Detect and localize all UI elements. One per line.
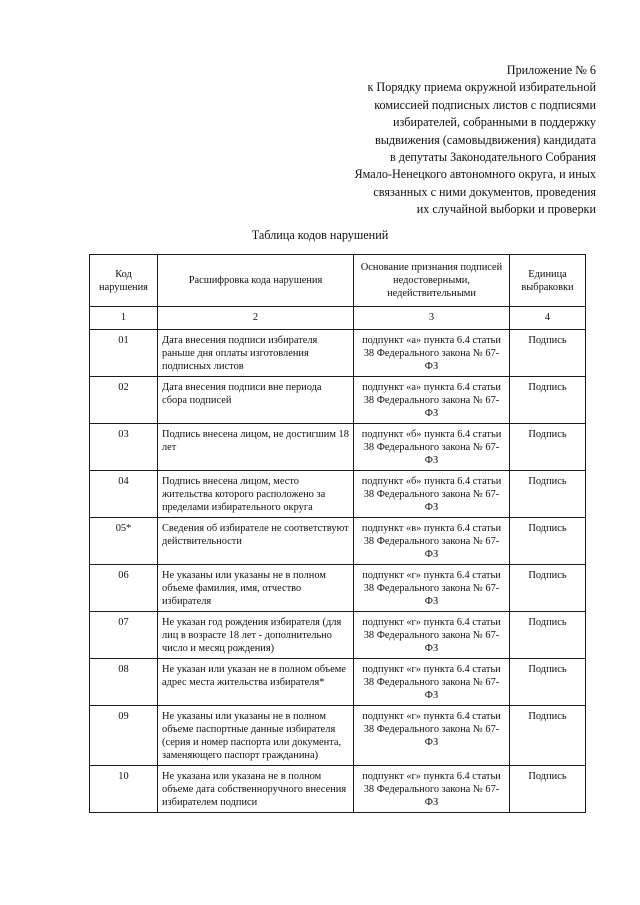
row-unit: Подпись [510,330,586,377]
column-number: 3 [354,307,510,330]
column-number: 2 [158,307,354,330]
row-basis: подпункт «г» пункта 6.4 статьи 38 Федерального закона № 67-ФЗ [354,706,510,766]
row-basis: подпункт «г» пункта 6.4 статьи 38 Федерального закона № 67-ФЗ [354,565,510,612]
row-unit: Подпись [510,706,586,766]
row-code: 08 [90,659,158,706]
table-row [90,565,586,612]
appendix-line: Ямало-Ненецкого автономного округа, и иных [354,167,596,182]
row-code: 10 [90,766,158,813]
header-description: Расшифровка кода нарушения [158,255,354,307]
row-basis: подпункт «г» пункта 6.4 статьи 38 Федерального закона № 67-ФЗ [354,659,510,706]
row-basis: подпункт «а» пункта 6.4 статьи 38 Федерального закона № 67-ФЗ [354,330,510,377]
row-description: Не указаны или указаны не в полном объеме паспортные данные избирателя (серия и номер паспорта или документа, заменяющего паспорт гражданина) [158,706,354,766]
table-title: Таблица кодов нарушений [251,228,389,242]
row-code: 07 [90,612,158,659]
appendix-line: в депутаты Законодательного Собрания [389,150,596,165]
header-unit: Единица выбраковки [510,255,586,307]
violation-codes-table [89,254,586,813]
appendix-line: их случайной выборки и проверки [416,202,596,217]
header-code: Код нарушения [90,255,158,307]
table-row [90,424,586,471]
column-number: 1 [90,307,158,330]
appendix-line: избирателей, собранными в поддержку [392,115,596,130]
row-code: 03 [90,424,158,471]
row-unit: Подпись [510,659,586,706]
row-unit: Подпись [510,518,586,565]
row-code: 06 [90,565,158,612]
table-row [90,766,586,813]
row-basis: подпункт «г» пункта 6.4 статьи 38 Федерального закона № 67-ФЗ [354,766,510,813]
row-basis: подпункт «б» пункта 6.4 статьи 38 Федерального закона № 67-ФЗ [354,424,510,471]
row-unit: Подпись [510,377,586,424]
row-basis: подпункт «б» пункта 6.4 статьи 38 Федерального закона № 67-ФЗ [354,471,510,518]
row-code: 04 [90,471,158,518]
row-description: Не указаны или указаны не в полном объеме фамилия, имя, отчество избирателя [158,565,354,612]
appendix-line: к Порядку приема окружной избирательной [367,80,596,95]
row-description: Сведения об избирателе не соответствуют действительности [158,518,354,565]
table-header-row [90,255,586,307]
table-row [90,377,586,424]
row-description: Дата внесения подписи избирателя раньше дня оплаты изготовления подписных листов [158,330,354,377]
row-code: 01 [90,330,158,377]
row-unit: Подпись [510,471,586,518]
appendix-line: выдвижения (самовыдвижения) кандидата [374,132,596,147]
table-row [90,330,586,377]
row-unit: Подпись [510,766,586,813]
appendix-heading [266,62,596,219]
column-number: 4 [510,307,586,330]
row-description: Дата внесения подписи вне периода сбора подписей [158,377,354,424]
table-row [90,518,586,565]
column-number-row [90,307,586,330]
table-row [90,612,586,659]
table-row [90,706,586,766]
row-description: Не указана или указана не в полном объеме дата собственноручного внесения избирателем подписи [158,766,354,813]
table-row [90,471,586,518]
row-unit: Подпись [510,612,586,659]
row-basis: подпункт «г» пункта 6.4 статьи 38 Федерального закона № 67-ФЗ [354,612,510,659]
table-row [90,659,586,706]
row-code: 05* [90,518,158,565]
row-basis: подпункт «в» пункта 6.4 статьи 38 Федерального закона № 67-ФЗ [354,518,510,565]
row-code: 02 [90,377,158,424]
row-description: Не указан или указан не в полном объеме адрес места жительства избирателя* [158,659,354,706]
row-description: Подпись внесена лицом, место жительства которого расположено за пределами избирательного округа [158,471,354,518]
row-unit: Подпись [510,424,586,471]
row-unit: Подпись [510,565,586,612]
row-description: Подпись внесена лицом, не достигшим 18 лет [158,424,354,471]
row-description: Не указан год рождения избирателя (для лиц в возрасте 18 лет - дополнительно число и месяц рождения) [158,612,354,659]
appendix-line: связанных с ними документов, проведения [373,184,596,199]
appendix-line: Приложение № 6 [506,63,596,77]
appendix-line: комиссией подписных листов с подписями [374,97,596,112]
header-basis: Основание признания подписей недостоверными, недействительными [354,255,510,307]
row-code: 09 [90,706,158,766]
row-basis: подпункт «а» пункта 6.4 статьи 38 Федерального закона № 67-ФЗ [354,377,510,424]
